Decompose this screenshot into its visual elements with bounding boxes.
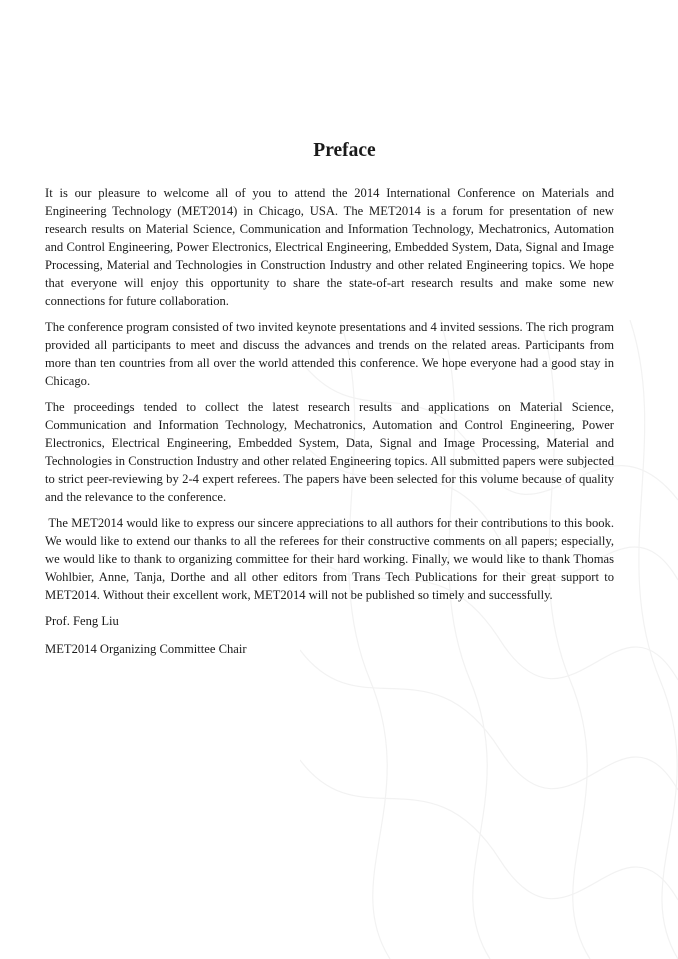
signature-role: MET2014 Organizing Committee Chair — [45, 642, 247, 656]
preface-paragraph-2: The conference program consisted of two invited keynote presentations and 4 invited sessions. The rich program provided all participants to meet and discuss the advances and trends on the related areas. Participants from more than ten countries from all over the world attended this conference. We hope everyone had a good stay in Chicago. — [45, 320, 614, 388]
page-title: Preface — [313, 140, 376, 161]
preface-paragraph-3: The proceedings tended to collect the latest research results and applications on Material Science, Communication and Information Technology, Mechatronics, Automation and Control Engineering, Power Electronics, Electrical Engineering, Embedded System, Data, Signal and Image Processing, Material and Technologies in Construction Industry and other related Engineering topics. All submitted papers were subjected to strict peer-reviewing by 2-4 expert referees. The papers have been selected for this volume because of quality and the relevance to the conference. — [45, 400, 614, 504]
preface-paragraph-1: It is our pleasure to welcome all of you to attend the 2014 International Conference on Materials and Engineering Technology (MET2014) in Chicago, USA. The MET2014 is a forum for presentation of new research results on Material Science, Communication and Information Technology, Mechatronics, Automation and Control Engineering, Power Electronics, Electrical Engineering, Embedded System, Data, Signal and Image Processing, Material and Technologies in Construction Industry and other related Engineering topics. We hope that everyone will enjoy this opportunity to share the state-of-art research results and make some new connections for future collaboration. — [45, 186, 614, 308]
preface-paragraph-4: The MET2014 would like to express our sincere appreciations to all authors for their contributions to this book. We would like to extend our thanks to all the referees for their constructive comments on all papers; especially, we would like to thank to organizing committee for their hard working. Finally, we would like to thank Thomas Wohlbier, Anne, Tanja, Dorthe and all other editors from Trans Tech Publications for their great support to MET2014. Without their excellent work, MET2014 will not be published so timely and successfully. — [45, 516, 618, 602]
signature-name: Prof. Feng Liu — [45, 614, 119, 628]
